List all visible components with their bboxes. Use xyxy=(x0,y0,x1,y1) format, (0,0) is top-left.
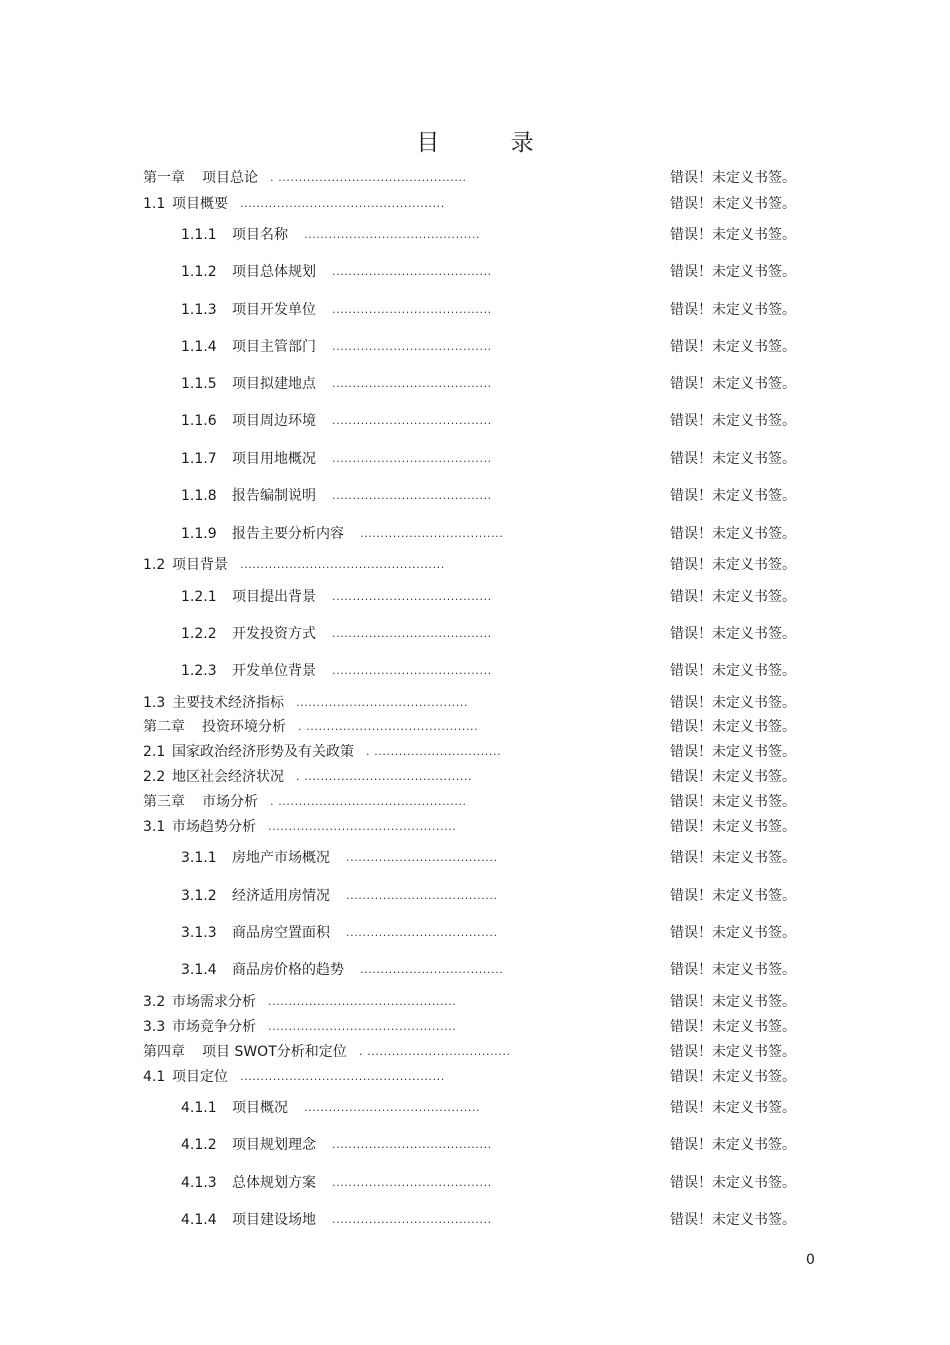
toc-entry-leader: ....................................... xyxy=(332,377,492,390)
toc-entry[interactable] xyxy=(0,992,950,1012)
toc-entry-number: 2.1 xyxy=(143,744,166,760)
toc-entry-title: 房地产市场概况 xyxy=(232,850,330,866)
toc-entry-title: 开发投资方式 xyxy=(232,626,316,642)
toc-entry-leader: ....................................... xyxy=(332,265,492,278)
toc-entry[interactable] xyxy=(0,848,950,868)
toc-entry-number: 4.1 xyxy=(143,1069,166,1085)
toc-entry-title: 报告编制说明 xyxy=(232,488,316,504)
toc-entry-title: 经济适用房情况 xyxy=(232,888,330,904)
toc-entry-title: 项目开发单位 xyxy=(232,302,316,318)
toc-entry-number: 1.1.1 xyxy=(181,227,217,243)
toc-entry-number: 第三章 xyxy=(143,794,185,810)
toc-entry[interactable] xyxy=(0,792,950,812)
toc-entry[interactable] xyxy=(0,817,950,837)
toc-entry-leader: .................................................. xyxy=(240,558,445,571)
toc-entry-page-ref: 错误！未定义书签。 xyxy=(670,413,796,429)
toc-entry-leader: ....................................... xyxy=(332,664,492,677)
toc-entry[interactable] xyxy=(0,693,950,713)
toc-entry-number: 1.3 xyxy=(143,695,166,711)
toc-entry-page-ref: 错误！未定义书签。 xyxy=(670,994,796,1010)
toc-entry-title: 商品房空置面积 xyxy=(232,925,330,941)
toc-entry-page-ref: 错误！未定义书签。 xyxy=(670,819,796,835)
toc-entry-page-ref: 错误！未定义书签。 xyxy=(670,1044,796,1060)
toc-entry[interactable] xyxy=(0,300,950,320)
toc-entry-number: 3.2 xyxy=(143,994,166,1010)
toc-entry-page-ref: 错误！未定义书签。 xyxy=(670,888,796,904)
toc-entry-page-ref: 错误！未定义书签。 xyxy=(670,170,796,186)
toc-entry-number: 3.1.4 xyxy=(181,962,217,978)
toc-entry-leader: ....................................... xyxy=(332,452,492,465)
toc-entry-title: 投资环境分析 xyxy=(202,719,286,735)
toc-entry[interactable] xyxy=(0,1098,950,1118)
toc-entry-leader: . ................................... xyxy=(359,1045,511,1058)
toc-entry-leader: ........................................... xyxy=(304,228,481,241)
page-number: 0 xyxy=(806,1252,815,1268)
toc-entry-page-ref: 错误！未定义书签。 xyxy=(670,589,796,605)
toc-entry-leader: ..................................... xyxy=(346,851,498,864)
toc-entry-leader: .............................................. xyxy=(268,1020,457,1033)
toc-entry-title: 国家政治经济形势及有关政策 xyxy=(172,744,354,760)
toc-entry-title: 项目概要 xyxy=(172,196,228,212)
toc-entry-title: 主要技术经济指标 xyxy=(172,695,284,711)
toc-entry-page-ref: 错误！未定义书签。 xyxy=(670,663,796,679)
toc-entry-number: 2.2 xyxy=(143,769,166,785)
toc-entry-title: 项目周边环境 xyxy=(232,413,316,429)
toc-entry-number: 1.2.2 xyxy=(181,626,217,642)
toc-entry-title: 项目用地概况 xyxy=(232,451,316,467)
toc-entry-number: 1.1.7 xyxy=(181,451,217,467)
toc-entry-title: 项目拟建地点 xyxy=(232,376,316,392)
toc-entry-leader: .............................................. xyxy=(268,820,457,833)
toc-entry[interactable] xyxy=(0,661,950,681)
toc-entry-leader: .................................................. xyxy=(240,197,445,210)
toc-entry-page-ref: 错误！未定义书签。 xyxy=(670,1069,796,1085)
toc-entry-number: 1.1.9 xyxy=(181,526,217,542)
toc-entry-title: 总体规划方案 xyxy=(232,1175,316,1191)
toc-entry-number: 1.2.3 xyxy=(181,663,217,679)
toc-entry-leader: . ............................... xyxy=(366,745,502,758)
toc-entry-page-ref: 错误！未定义书签。 xyxy=(670,1137,796,1153)
toc-entry-number: 4.1.1 xyxy=(181,1100,217,1116)
toc-entry-page-ref: 错误！未定义书签。 xyxy=(670,850,796,866)
toc-entry[interactable] xyxy=(0,1017,950,1037)
toc-entry-leader: ........................................... xyxy=(304,1101,481,1114)
toc-entry[interactable] xyxy=(0,225,950,245)
toc-entry-number: 1.1.8 xyxy=(181,488,217,504)
toc-entry-leader: ....................................... xyxy=(332,1138,492,1151)
title-char-1: 目 xyxy=(416,130,440,156)
toc-entry[interactable] xyxy=(0,194,950,214)
toc-entry-page-ref: 错误！未定义书签。 xyxy=(670,1212,796,1228)
toc-entry[interactable] xyxy=(0,555,950,575)
toc-entry-number: 1.1.6 xyxy=(181,413,217,429)
toc-entry-number: 1.1.3 xyxy=(181,302,217,318)
toc-entry-leader: ....................................... xyxy=(332,590,492,603)
toc-entry-leader: ..................................... xyxy=(346,926,498,939)
toc-entry-page-ref: 错误！未定义书签。 xyxy=(670,264,796,280)
toc-entry[interactable] xyxy=(0,717,950,737)
toc-entry-page-ref: 错误！未定义书签。 xyxy=(670,526,796,542)
toc-entry-leader: . .......................................... xyxy=(298,720,479,733)
toc-entry-page-ref: 错误！未定义书签。 xyxy=(670,1175,796,1191)
toc-entry-leader: ....................................... xyxy=(332,303,492,316)
toc-entry[interactable] xyxy=(0,411,950,431)
toc-entry[interactable] xyxy=(0,923,950,943)
toc-entry-leader: ................................... xyxy=(360,527,504,540)
toc-entry[interactable] xyxy=(0,1135,950,1155)
toc-entry-page-ref: 错误！未定义书签。 xyxy=(670,769,796,785)
toc-entry-page-ref: 错误！未定义书签。 xyxy=(670,1019,796,1035)
toc-entry-title: 项目总论 xyxy=(202,170,258,186)
toc-entry-leader: ................................... xyxy=(360,963,504,976)
toc-entry-page-ref: 错误！未定义书签。 xyxy=(670,196,796,212)
toc-entry-number: 3.1.1 xyxy=(181,850,217,866)
toc-entry-leader: .............................................. xyxy=(268,995,457,1008)
toc-entry[interactable] xyxy=(0,486,950,506)
toc-entry-number: 3.1.3 xyxy=(181,925,217,941)
toc-entry-number: 4.1.3 xyxy=(181,1175,217,1191)
toc-entry[interactable] xyxy=(0,524,950,544)
toc-entry-title: 市场趋势分析 xyxy=(172,819,256,835)
toc-entry-title: 项目建设场地 xyxy=(232,1212,316,1228)
toc-entry-title: 项目提出背景 xyxy=(232,589,316,605)
toc-entry-page-ref: 错误！未定义书签。 xyxy=(670,1100,796,1116)
toc-entry-number: 4.1.4 xyxy=(181,1212,217,1228)
toc-entry-leader: . .............................................. xyxy=(270,171,467,184)
toc-entry-number: 第一章 xyxy=(143,170,185,186)
toc-entry-leader: ....................................... xyxy=(332,1213,492,1226)
toc-entry[interactable] xyxy=(0,1067,950,1087)
toc-entry-page-ref: 错误！未定义书签。 xyxy=(670,227,796,243)
title-char-2: 录 xyxy=(510,130,534,156)
toc-entry-title: 项目定位 xyxy=(172,1069,228,1085)
toc-entry[interactable] xyxy=(0,1210,950,1230)
toc-entry-title: 项目名称 xyxy=(232,227,288,243)
toc-entry[interactable] xyxy=(0,1173,950,1193)
toc-entry-leader: ..................................... xyxy=(346,889,498,902)
toc-entry-page-ref: 错误！未定义书签。 xyxy=(670,488,796,504)
toc-entry-page-ref: 错误！未定义书签。 xyxy=(670,302,796,318)
toc-entry-number: 3.1 xyxy=(143,819,166,835)
toc-entry-page-ref: 错误！未定义书签。 xyxy=(670,925,796,941)
toc-entry-number: 3.3 xyxy=(143,1019,166,1035)
toc-entry-leader: ....................................... xyxy=(332,627,492,640)
toc-entry[interactable] xyxy=(0,262,950,282)
toc-entry[interactable] xyxy=(0,624,950,644)
toc-entry-number: 3.1.2 xyxy=(181,888,217,904)
toc-entry-leader: .................................................. xyxy=(240,1070,445,1083)
toc-entry-number: 第二章 xyxy=(143,719,185,735)
toc-entry-leader: .......................................... xyxy=(296,696,469,709)
toc-entry-leader: . .............................................. xyxy=(270,795,467,808)
toc-entry-page-ref: 错误！未定义书签。 xyxy=(670,626,796,642)
toc-entry[interactable] xyxy=(0,767,950,787)
toc-entry-number: 1.1 xyxy=(143,196,166,212)
toc-entry[interactable] xyxy=(0,587,950,607)
toc-entry[interactable] xyxy=(0,337,950,357)
toc-entry-page-ref: 错误！未定义书签。 xyxy=(670,962,796,978)
toc-entry-leader: ....................................... xyxy=(332,489,492,502)
toc-entry-leader: ....................................... xyxy=(332,340,492,353)
toc-entry[interactable] xyxy=(0,449,950,469)
toc-entry-page-ref: 错误！未定义书签。 xyxy=(670,794,796,810)
toc-entry-title: 项目概况 xyxy=(232,1100,288,1116)
toc-entry-title: 项目背景 xyxy=(172,557,228,573)
toc-entry-leader: ....................................... xyxy=(332,414,492,427)
toc-entry-number: 1.1.2 xyxy=(181,264,217,280)
toc-entry[interactable] xyxy=(0,168,950,188)
toc-entry[interactable] xyxy=(0,886,950,906)
toc-entry-page-ref: 错误！未定义书签。 xyxy=(670,376,796,392)
toc-entry-title: 市场需求分析 xyxy=(172,994,256,1010)
toc-entry-title: 开发单位背景 xyxy=(232,663,316,679)
toc-entry-page-ref: 错误！未定义书签。 xyxy=(670,719,796,735)
toc-entry-number: 第四章 xyxy=(143,1044,185,1060)
toc-entry-title: 项目规划理念 xyxy=(232,1137,316,1153)
toc-entry-page-ref: 错误！未定义书签。 xyxy=(670,557,796,573)
toc-entry-leader: . ......................................... xyxy=(296,770,473,783)
toc-entry[interactable] xyxy=(0,1042,950,1062)
toc-entry-page-ref: 错误！未定义书签。 xyxy=(670,695,796,711)
toc-entry-page-ref: 错误！未定义书签。 xyxy=(670,744,796,760)
toc-entry-page-ref: 错误！未定义书签。 xyxy=(670,451,796,467)
toc-entry[interactable] xyxy=(0,742,950,762)
toc-entry-title: 市场分析 xyxy=(202,794,258,810)
toc-entry[interactable] xyxy=(0,374,950,394)
toc-entry-number: 4.1.2 xyxy=(181,1137,217,1153)
toc-entry-number: 1.1.4 xyxy=(181,339,217,355)
toc-entry-title: 项目主管部门 xyxy=(232,339,316,355)
toc-entry-title: 地区社会经济状况 xyxy=(172,769,284,785)
toc-entry-title: 报告主要分析内容 xyxy=(232,526,344,542)
toc-entry-title: 项目总体规划 xyxy=(232,264,316,280)
toc-entry-number: 1.2.1 xyxy=(181,589,217,605)
toc-entry-number: 1.2 xyxy=(143,557,166,573)
toc-entry-page-ref: 错误！未定义书签。 xyxy=(670,339,796,355)
toc-entry[interactable] xyxy=(0,960,950,980)
toc-entry-title: 市场竞争分析 xyxy=(172,1019,256,1035)
toc-entry-number: 1.1.5 xyxy=(181,376,217,392)
toc-entry-title: 商品房价格的趋势 xyxy=(232,962,344,978)
toc-entry-leader: ....................................... xyxy=(332,1176,492,1189)
toc-entry-title: 项目 SWOT分析和定位 xyxy=(202,1044,347,1060)
